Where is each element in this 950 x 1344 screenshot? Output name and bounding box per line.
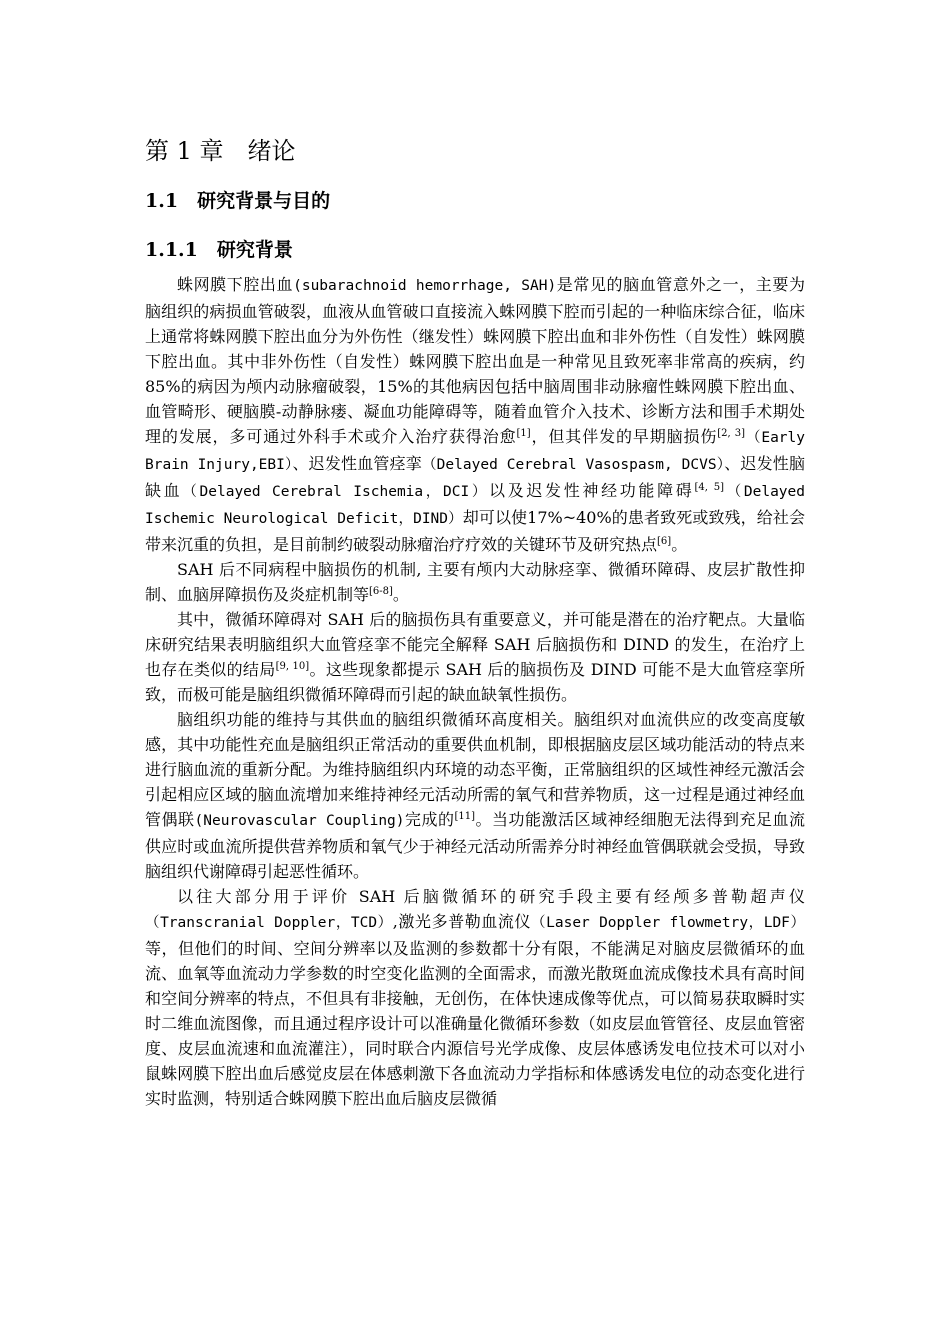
citation-mark: [6] bbox=[657, 536, 672, 547]
body-text bbox=[145, 272, 805, 1111]
text-run: 。当功能激活区域神经细胞无法得到充足血流供应时或血流所提供营养物质和氧气少于神经元活动所需养分时神经血管偶联就会受损，导致脑组织代谢障碍引起恶性循环。 bbox=[145, 810, 805, 881]
latin-text: （Early Brain Injury,EBI） bbox=[145, 430, 805, 473]
text-run: 。 bbox=[671, 535, 688, 554]
latin-text: (Neurovascular Coupling) bbox=[194, 813, 405, 829]
subsection-title: 研究背景 bbox=[216, 239, 293, 261]
citation-mark: [4, 5] bbox=[694, 482, 725, 493]
text-run: 。 bbox=[392, 585, 409, 604]
text-run: 蛛网膜下腔出血 bbox=[177, 275, 294, 294]
latin-text: （Delayed Cerebral Vasospasm, DCVS） bbox=[422, 457, 725, 473]
latin-text: （Laser Doppler flowmetry，LDF） bbox=[531, 915, 805, 931]
citation-mark: [11] bbox=[454, 811, 476, 822]
subsection-heading bbox=[145, 235, 293, 265]
body-paragraph bbox=[145, 557, 805, 607]
text-run: 以及迟发性神经功能障碍 bbox=[489, 481, 695, 500]
text-run: 。这些现象都提示 SAH 后的脑损伤及 DIND 可能不是大血管痉挛所致，而极可能是脑组织微循环障碍而引起的缺血缺氧性损伤。 bbox=[145, 660, 805, 704]
text-run: ，但其伴发的早期脑损伤 bbox=[530, 427, 718, 446]
text-run: 脑组织功能的维持与其供血的脑组织微循环高度相关。脑组织对血流供应的改变高度敏感，其中功能性充血是脑组织正常活动的重要供血机制，即根据脑皮层区域功能活动的特点来进行脑血流的重新分配。为维持脑组织内环境的动态平衡，正常脑组织的区域性神经元激活会引起相应区域的脑血流增加来维持神经元活动所需的氧气和营养物质，这一过程是通过神经血管偶联 bbox=[145, 710, 805, 829]
text-run: 完成的 bbox=[404, 810, 455, 829]
body-paragraph bbox=[145, 272, 805, 557]
body-paragraph bbox=[145, 607, 805, 707]
citation-mark: [1] bbox=[516, 428, 531, 439]
latin-text: (subarachnoid hemorrhage, SAH) bbox=[293, 278, 557, 294]
latin-text: （Delayed Ischemic Neurological Deficit，DIND） bbox=[145, 484, 805, 527]
latin-text: （Transcranial Doppler，TCD） bbox=[145, 915, 393, 931]
subsection-number: 1.1.1 bbox=[145, 239, 198, 261]
text-run: 以往大部分用于评价 SAH 后脑微循环的研究手段主要有经颅多普勒超声仪 bbox=[177, 887, 805, 906]
text-run: 却可以使17%~40%的患者致死或致残，给社会带来沉重的负担，是目前制约破裂动脉瘤治疗疗效的关键环节及研究热点 bbox=[145, 508, 805, 554]
latin-text: （Delayed Cerebral Ischemia，DCI） bbox=[182, 484, 490, 500]
text-run: 其中，微循环障碍对 SAH 后的脑损伤具有重要意义，并可能是潜在的治疗靶点。大量临床研究结果表明脑组织大血管痉挛不能完全解释 SAH 后脑损伤和 DIND 的发生，在治疗上也存在类似的结局 bbox=[145, 610, 805, 679]
section-heading bbox=[145, 186, 330, 216]
text-run: SAH 后不同病程中脑损伤的机制, 主要有颅内大动脉痉挛、微循环障碍、皮层扩散性抑制、血脑屏障损伤及炎症机制等 bbox=[145, 560, 805, 604]
citation-mark: [6-8] bbox=[369, 586, 393, 597]
section-title: 研究背景与目的 bbox=[197, 190, 331, 212]
text-run: 等，但他们的时间、空间分辨率以及监测的参数都十分有限，不能满足对脑皮层微循环的血流、血氧等血流动力学参数的时空变化监测的全面需求，而激光散斑血流成像技术具有高时间和空间分辨率的特点，不但具有非接触，无创伤，在体快速成像等优点，可以简易获取瞬时实时二维血流图像，而且通过程序设计可以准确量化微循环参数（如皮层血管管径、皮层血管密度、皮层血流速和血流灌注），同时联合内源信号光学成像、皮层体感诱发电位技术可以对小鼠蛛网膜下腔出血后感觉皮层在体感刺激下各血流动力学指标和体感诱发电位的动态变化进行实时监测，特别适合蛛网膜下腔出血后脑皮层微循 bbox=[145, 939, 805, 1108]
body-paragraph bbox=[145, 884, 805, 1111]
text-run: 、迟发性血管痉挛 bbox=[292, 454, 422, 473]
body-paragraph bbox=[145, 707, 805, 884]
chapter-title: 第 1 章 绪论 bbox=[145, 137, 296, 165]
citation-mark: [9, 10] bbox=[275, 661, 310, 672]
citation-mark: [2, 3] bbox=[717, 428, 746, 439]
text-run: 、迟发性脑缺血 bbox=[145, 454, 805, 500]
text-run: ,激光多普勒血流仪 bbox=[392, 912, 532, 931]
section-number: 1.1 bbox=[145, 190, 179, 212]
text-run: 是常见的脑血管意外之一，主要为脑组织的病损血管破裂，血液从血管破口直接流入蛛网膜下腔而引起的一种临床综合征，临床上通常将蛛网膜下腔出血分为外伤性（继发性）蛛网膜下腔出血和非外伤性（自发性）蛛网膜下腔出血。其中非外伤性（自发性）蛛网膜下腔出血是一种常见且致死率非常高的疾病，约85%的病因为颅内动脉瘤破裂，15%的其他病因包括中脑周围非动脉瘤性蛛网膜下腔出血、血管畸形、硬脑膜-动静脉瘘、凝血功能障碍等，随着血管介入技术、诊断方法和围手术期处理的发展，多可通过外科手术或介入治疗获得治愈 bbox=[145, 275, 805, 446]
